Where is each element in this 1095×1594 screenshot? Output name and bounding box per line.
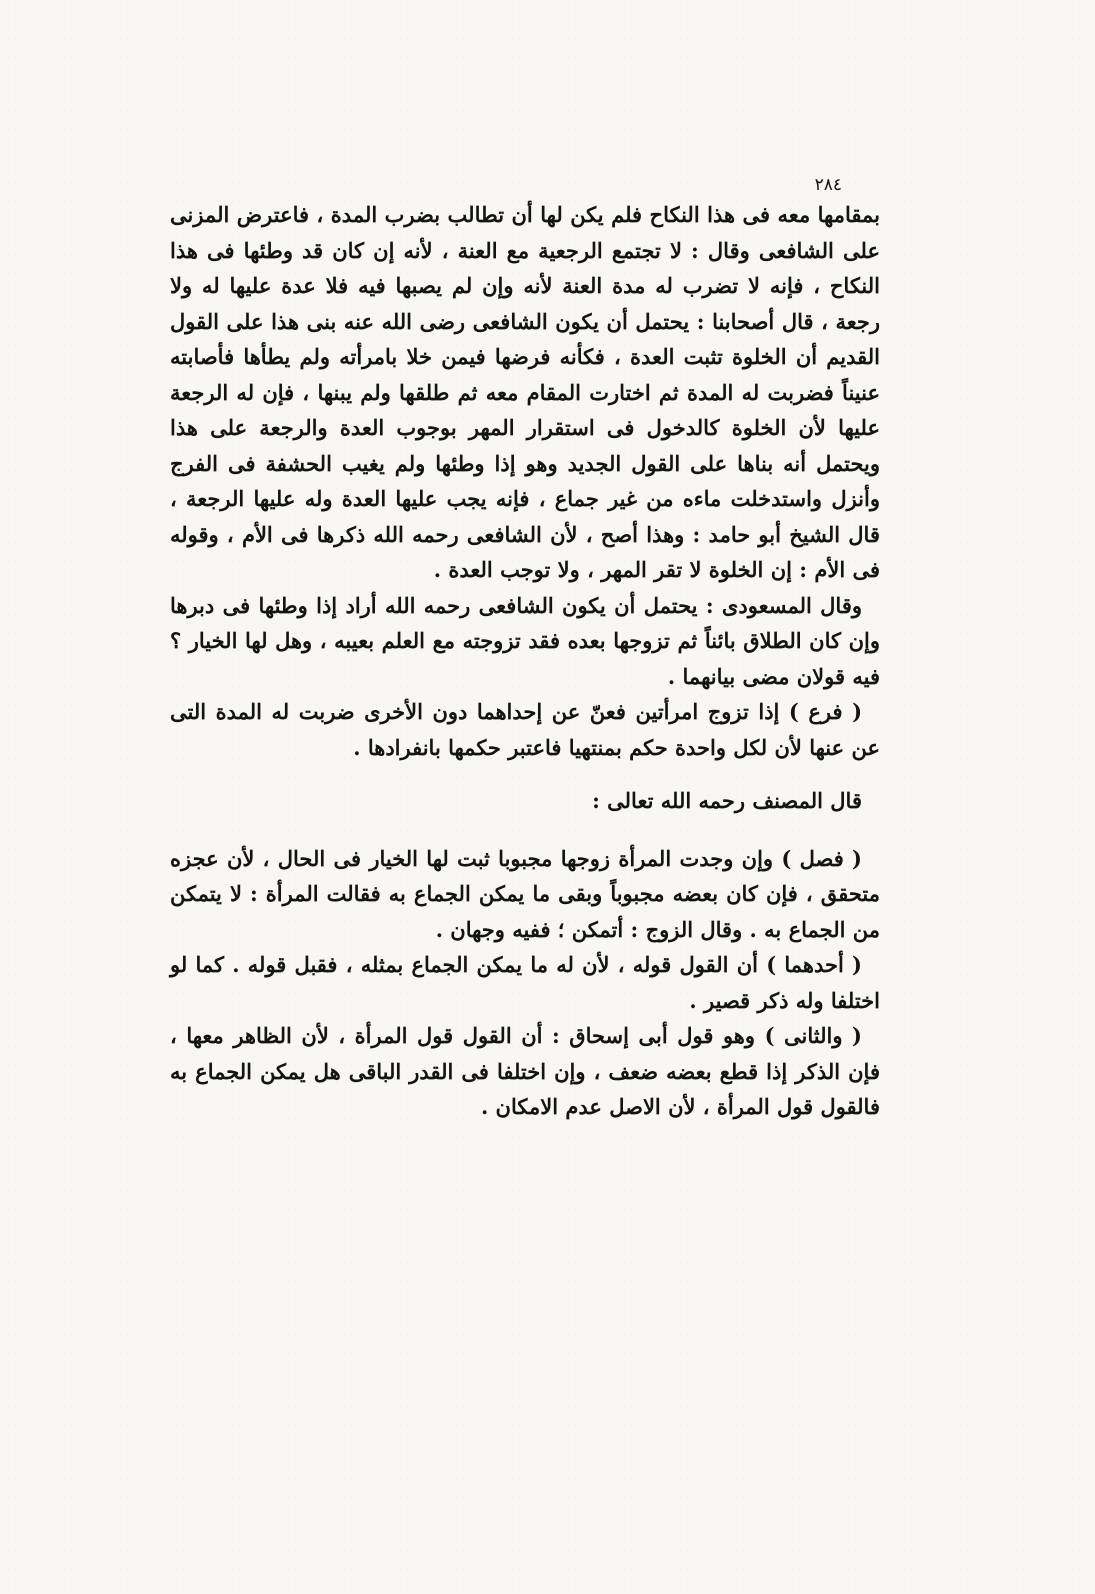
page-text [170,175,880,1125]
paragraph-second-view: ( والثانى ) وهو قول أبى إسحاق : أن القول قول المرأة ، لأن الظاهر معها ، فإن الذكر إذا قطع بعضه ضعف ، وإن اختلفا فى القدر الباقى هل يمكن الجماع به فالقول قول المرأة ، لأن الاصل عدم الامكان . [170,1023,880,1119]
paragraph-intro: بمقامها معه فى هذا النكاح فلم يكن لها أن تطالب بضرب المدة ، فاعترض المزنى على الشافعى وقال : لا تجتمع الرجعية مع العنة ، لأنه إن كان قد وطئها فى هذا النكاح ، فإنه لا تضرب له مدة العنة لأنه وإن لم يصبها فيه فلا عدة عليها له ولا رجعة ، قال أصحابنا : يحتمل أن يكون الشافعى رضى الله عنه بنى هذا على القول القديم أن الخلوة تثبت العدة ، فكأنه فرضها فيمن خلا بامرأته ولم يطأها فأصابته عنيناً فضربت له المدة ثم اختارت المقام معه ثم طلقها ولم يبنها ، فإن له الرجعة عليها لأن الخلوة كالدخول فى استقرار المهر بوجوب العدة والرجعة على هذا ويحتمل أنه بناها على القول الجديد وهو إذا وطئها ولم يغيب الحشفة فى الفرج وأنزل واستدخلت ماءه من غير جماع ، فإنه يجب عليها العدة وله عليها الرجعة ، قال الشيخ أبو حامد : وهذا أصح ، لأن الشافعى رحمه الله ذكرها فى الأم ، وقوله فى الأم : إن الخلوة لا تقر المهر ، ولا توجب العدة . [170,202,880,582]
paragraph-first-view: ( أحدهما ) أن القول قوله ، لأن له ما يمكن الجماع بمثله ، فقبل قوله . كما لو اختلفا وله ذكر قصير . [170,952,880,1013]
page-number: ٢٨٤ [814,175,842,195]
paragraph-fasl: ( فصل ) وإن وجدت المرأة زوجها مجبوبا ثبت لها الخيار فى الحال ، لأن عجزه متحقق ، فإن كان بعضه مجبوباً وبقى ما يمكن الجماع به فقالت المرأة : لا يتمكن من الجماع به . وقال الزوج : أتمكن ؛ ففيه وجهان . [170,845,880,942]
section-heading: قال المصنف رحمه الله تعالى : [592,788,862,813]
paragraph-far: ( فرع ) إذا تزوج امرأتين فعنّ عن إحداهما دون الأخرى ضربت له المدة التى عن عنها لأن لكل واحدة حكم بمنتهيا فاعتبر حكمها بانفرادها . [170,699,880,760]
paragraph-masudi: وقال المسعودى : يحتمل أن يكون الشافعى رحمه الله أراد إذا وطئها فى دبرها وإن كان الطلاق بائناً ثم تزوجها بعده فقد تزوجته مع العلم بعيبه ، وهل لها الخيار ؟ فيه قولان مضى بيانهما . [170,592,880,689]
